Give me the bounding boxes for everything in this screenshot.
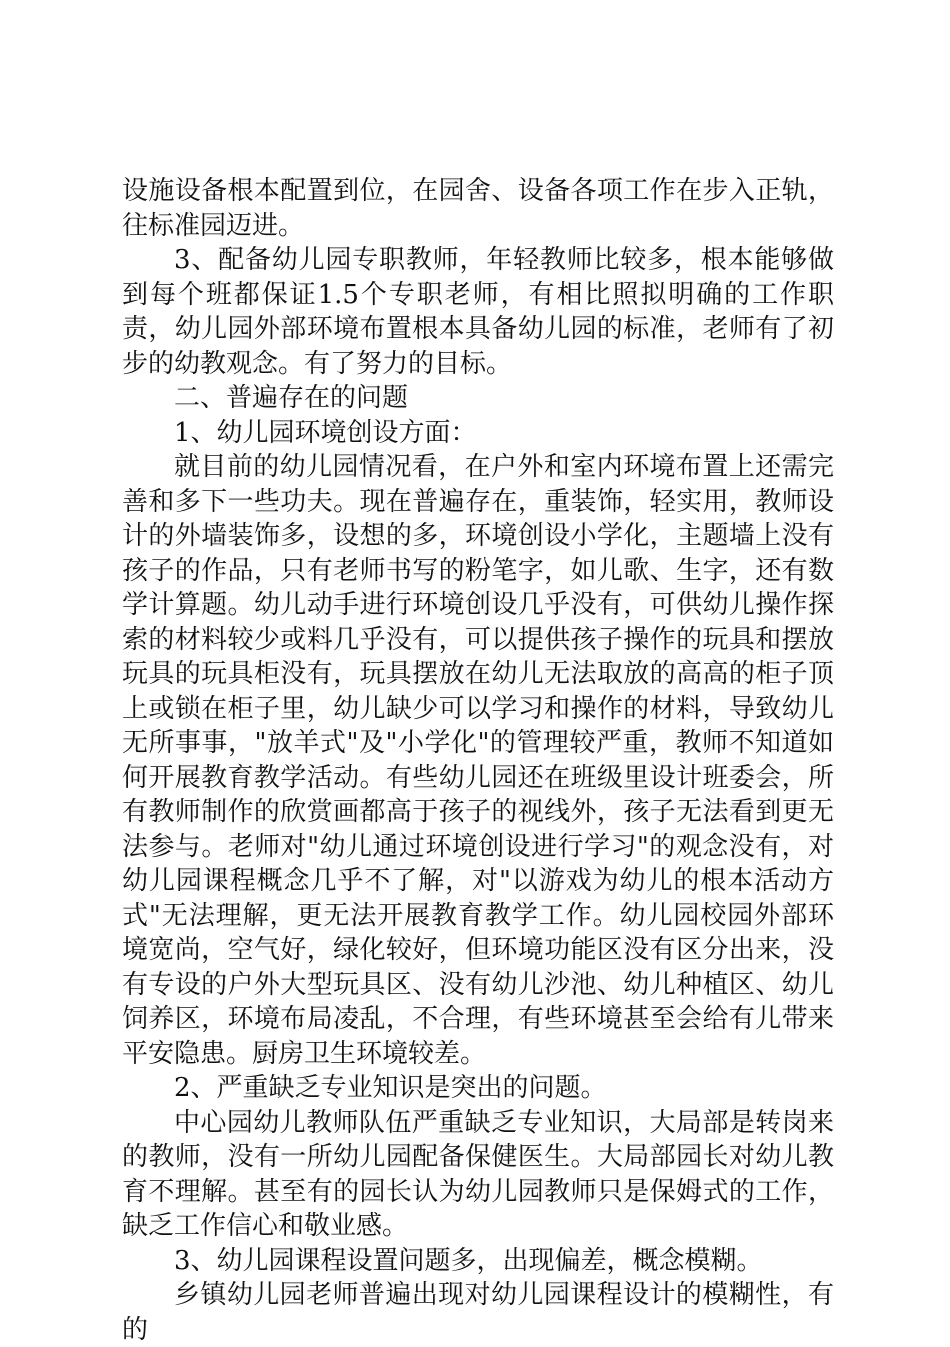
- paragraph-curriculum: 乡镇幼儿园老师普遍出现对幼儿园课程设计的模糊性，有的: [122, 1280, 834, 1345]
- subheading-environment: 1、幼儿园环境创设方面：: [174, 417, 477, 448]
- paragraph-environment: 就目前的幼儿园情况看，在户外和室内环境布置上还需完善和多下一些功夫。现在普遍存在，重装饰，轻实用，教师设计的外墙装饰多，设想的多，环境创设小学化，主题墙上没有孩子的作品，只有老师书写的粉笔字，如儿歌、生字，还有数学计算题。幼儿动手进行环境创设几乎没有，可供幼儿操作探索的材料较少或料几乎没有，可以提供孩子操作的玩具和摆放玩具的玩具柜没有，玩具摆放在幼儿无法取放的高高的柜子顶上或锁在柜子里，幼儿缺少可以学习和操作的材料，导致幼儿无所事事，"放羊式"及"小学化"的管理较严重，教师不知道如何开展教育教学活动。有些幼儿园还在班级里设计班委会，所有教师制作的欣赏画都高于孩子的视线外，孩子无法看到更无法参与。老师对"幼儿通过环境创设进行学习"的观念没有，对幼儿园课程概念几乎不了解，对"以游戏为幼儿的根本活动方式"无法理解，更无法开展教育教学工作。幼儿园校园外部环境宽尚，空气好，绿化较好，但环境功能区没有区分出来，没有专设的户外大型玩具区、没有幼儿沙池、幼儿种植区、幼儿饲养区，环境布局凌乱，不合理，有些环境甚至会给有儿带来平安隐患。厨房卫生环境较差。: [122, 452, 834, 1069]
- paragraph-item-3-teachers: 3、配备幼儿园专职教师，年轻教师比较多，根本能够做到每个班都保证1.5个专职老师，有相比照拟明确的工作职责，幼儿园外部环境布置根本具备幼儿园的标准，老师有了初步的幼教观念。有了努力的目标。: [122, 245, 834, 379]
- paragraph-professional-knowledge: 中心园幼儿教师队伍严重缺乏专业知识，大局部是转岗来的教师，没有一所幼儿园配备保健医生。大局部园长对幼儿教育不理解。甚至有的园长认为幼儿园教师只是保姆式的工作，缺乏工作信心和敬业感。: [122, 1107, 834, 1241]
- document-body: [122, 174, 834, 1347]
- subheading-curriculum: 3、幼儿园课程设置问题多，出现偏差，概念模糊。: [174, 1245, 763, 1276]
- section-heading-common-problems: 二、普遍存在的问题: [174, 383, 409, 413]
- paragraph-continued: 设施设备根本配置到位，在园舍、设备各项工作在步入正轨，往标准园迈进。: [122, 176, 834, 241]
- subheading-professional-knowledge: 2、严重缺乏专业知识是突出的问题。: [174, 1073, 607, 1103]
